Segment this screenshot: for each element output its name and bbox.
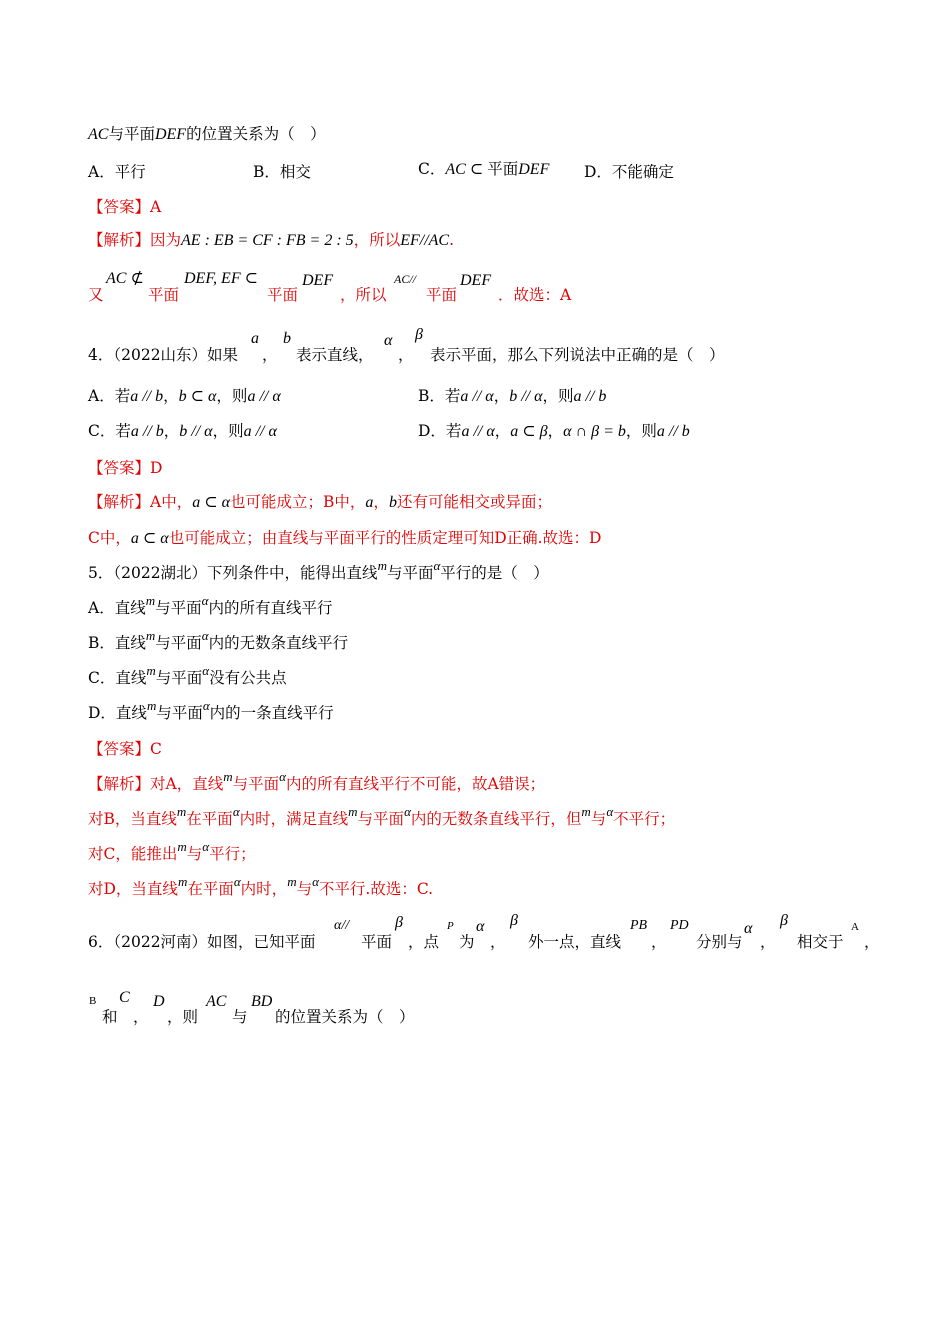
q5-stem: 5．（2022湖北）下列条件中，能得出直线$^m$与平面$^\alpha$平行的是（ ） [88,558,549,582]
q4-option-a: A．若a // b，b ⊂ α，则a // α [88,387,281,405]
q4-option-c: C．若a // b，b // α，则a // α [88,422,277,440]
q4-option-b: B．若a // α，b // α，则a // b [418,387,607,405]
q3-explanation-1: 【解析】因为AE : EB = CF : FB = 2 : 5，所以EF//AC. [88,231,455,249]
q3-option-d: D．不能确定 [584,163,674,181]
q5-explanation-1: 【解析】对A，直线$^m$与平面$^\alpha$内的所有直线平行不可能，故A错误； [88,769,546,793]
q5-explanation-2: 对B，当直线$^m$在平面$^\alpha$内时，满足直线$^m$与平面$^\alpha$内的无数条直线平行，但$^m$与$^\alpha$不平行； [88,804,676,828]
q5-explanation-4: 对D，当直线$^m$在平面$^\alpha$内时，$^m$与$^\alpha$不平行.故选：C. [88,874,434,898]
q4-answer: 【答案】D [88,459,163,477]
q4-explanation-1: 【解析】A中，a ⊂ α也可能成立；B中，a，b还有可能相交或异面； [88,493,552,511]
q5-option-d: D．直线$^m$与平面$^\alpha$内的一条直线平行 [88,698,334,722]
q4-option-d: D．若a // α，a ⊂ β，α ∩ β = b，则a // b [418,422,690,440]
q4-explanation-2: C中，a ⊂ α也可能成立；由直线与平面平行的性质定理可知D正确.故选：D [88,529,602,547]
q5-explanation-3: 对C，能推出$^m$与$^\alpha$平行； [88,839,256,863]
q5-option-b: B．直线$^m$与平面$^\alpha$内的无数条直线平行 [88,628,349,652]
q5-option-c: C．直线$^m$与平面$^\alpha$没有公共点 [88,663,287,687]
q5-answer: 【答案】C [88,740,162,758]
q3-option-b: B．相交 [253,163,311,181]
q5-option-a: A．直线$^m$与平面$^\alpha$内的所有直线平行 [88,593,333,617]
q3-stem: AC与平面DEF的位置关系为（ ） [88,125,326,143]
q3-answer: 【答案】A [88,198,162,216]
q3-option-c: C．AC ⊂ 平面DEF [418,160,550,178]
q3-option-a: A．平行 [88,163,146,181]
